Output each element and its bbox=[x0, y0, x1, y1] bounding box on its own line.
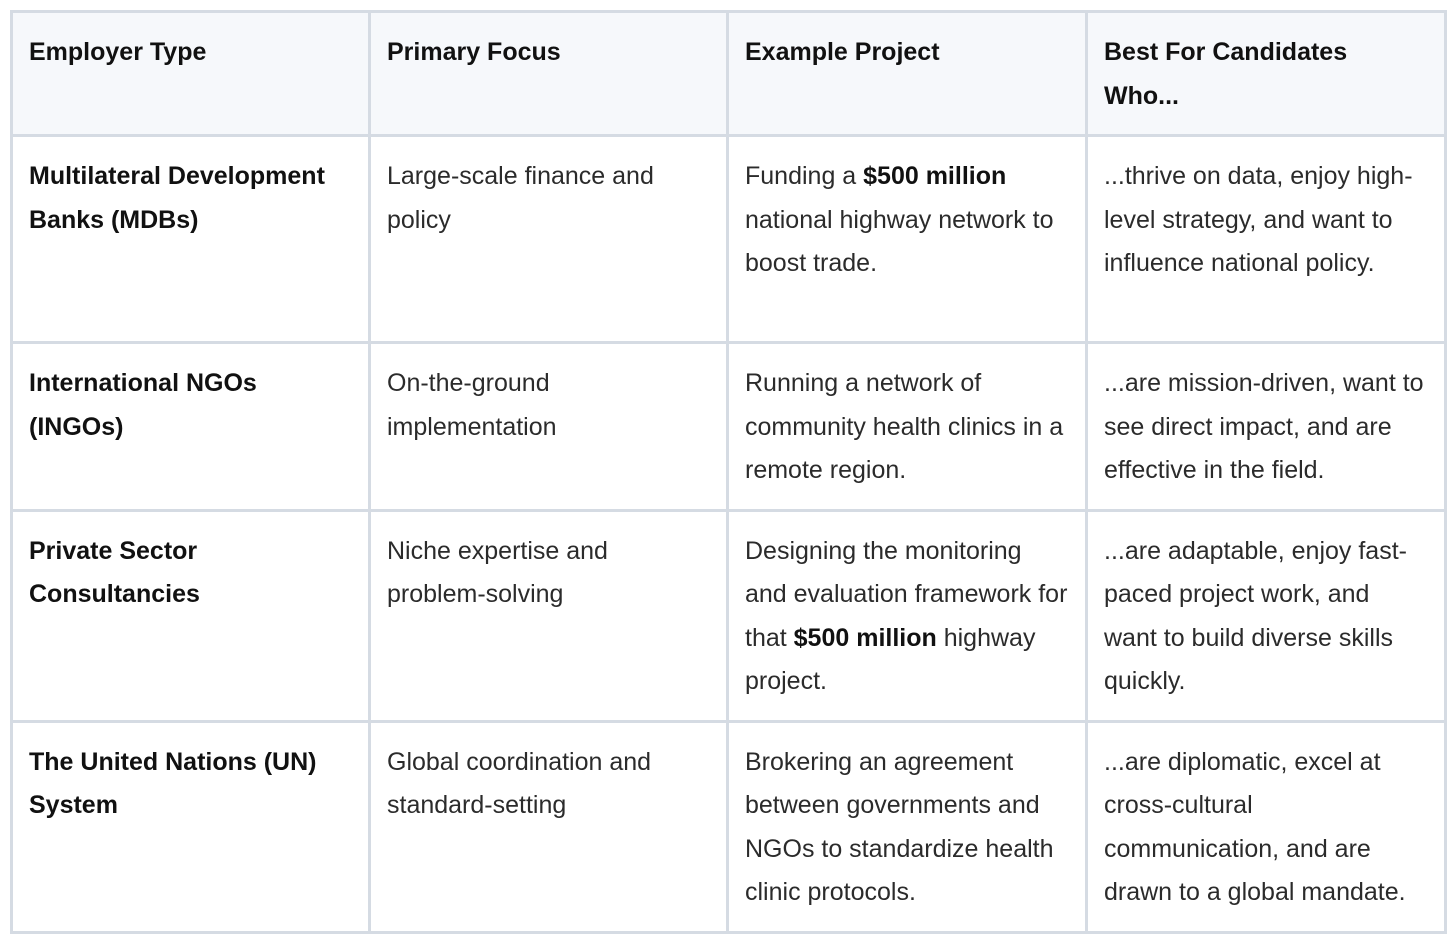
header-example-project: Example Project bbox=[728, 12, 1087, 136]
employer-comparison-table bbox=[10, 10, 1447, 934]
table-row bbox=[12, 721, 1446, 932]
header-employer-type: Employer Type bbox=[12, 12, 370, 136]
primary-focus-cell: Large-scale finance and policy bbox=[370, 136, 728, 343]
table-header bbox=[12, 12, 1446, 136]
project-amount: $500 million bbox=[863, 162, 1007, 190]
project-text: Designing the monitoring and evaluation framework for that bbox=[745, 536, 1068, 652]
primary-focus-cell: On-the-ground implementation bbox=[370, 343, 728, 511]
header-row bbox=[12, 12, 1446, 136]
table-row bbox=[12, 343, 1446, 511]
employer-type-cell: Private Sector Consultancies bbox=[12, 510, 370, 721]
header-best-for: Best For Candidates Who... bbox=[1087, 12, 1446, 136]
primary-focus-cell: Niche expertise and problem-solving bbox=[370, 510, 728, 721]
primary-focus-cell: Global coordination and standard-setting bbox=[370, 721, 728, 932]
project-text: Funding a bbox=[745, 162, 864, 190]
example-project-cell bbox=[728, 721, 1087, 932]
employer-type-cell: Multilateral Development Banks (MDBs) bbox=[12, 136, 370, 343]
header-primary-focus: Primary Focus bbox=[370, 12, 728, 136]
project-text: Brokering an agreement between governments and NGOs to standardize health clinic protocols. bbox=[745, 747, 1054, 906]
table-row bbox=[12, 510, 1446, 721]
project-text: highway project. bbox=[745, 623, 1036, 695]
employer-type-cell: The United Nations (UN) System bbox=[12, 721, 370, 932]
best-for-cell: ...thrive on data, enjoy high-level strategy, and want to influence national policy. bbox=[1087, 136, 1446, 343]
example-project-cell bbox=[728, 136, 1087, 343]
best-for-cell: ...are diplomatic, excel at cross-cultural communication, and are drawn to a global mandate. bbox=[1087, 721, 1446, 932]
employer-type-cell: International NGOs (INGOs) bbox=[12, 343, 370, 511]
project-amount: $500 million bbox=[793, 623, 937, 652]
example-project-cell bbox=[728, 510, 1087, 721]
best-for-cell: ...are adaptable, enjoy fast-paced project work, and want to build diverse skills quickly. bbox=[1087, 510, 1446, 721]
comparison-table-container bbox=[10, 10, 1444, 934]
best-for-cell: ...are mission-driven, want to see direct impact, and are effective in the field. bbox=[1087, 343, 1446, 511]
project-text: national highway network to boost trade. bbox=[745, 205, 1054, 277]
table-row bbox=[12, 136, 1446, 343]
project-text: Running a network of community health clinics in a remote region. bbox=[745, 369, 1064, 484]
example-project-cell bbox=[728, 343, 1087, 511]
table-body bbox=[12, 136, 1446, 933]
